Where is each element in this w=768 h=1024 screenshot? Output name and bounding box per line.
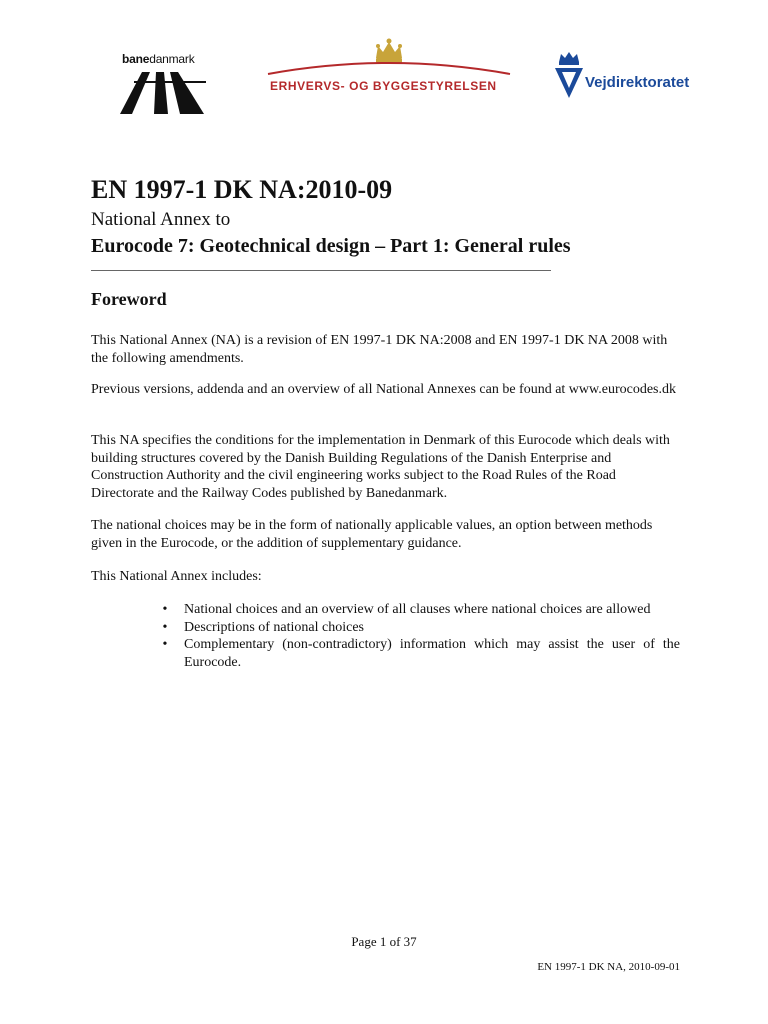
paragraph-revision: This National Annex (NA) is a revision of EN 1997-1 DK NA:2008 and EN 1997-1 DK NA 2008 with the following amendments. — [91, 333, 668, 366]
vejdirektoratet-logo — [553, 52, 723, 102]
ebst-logo — [258, 38, 520, 100]
list-item — [160, 601, 680, 619]
shield-crown-icon — [553, 52, 585, 100]
paragraph-previous-versions: Previous versions, addenda and an overview of all National Annexes can be found at www.eurocodes.dk — [91, 382, 676, 397]
crown-icon — [258, 38, 520, 78]
bullet-icon: • — [162, 637, 168, 652]
bullet-icon: • — [162, 602, 168, 617]
includes-list — [160, 601, 680, 671]
banedanmark-logo — [120, 52, 212, 114]
foreword-heading: Foreword — [91, 289, 167, 309]
paragraph-scope: This NA specifies the conditions for the implementation in Denmark of this Eurocode which deals with building structures covered by the Danish Building Regulations of the Danish Enterprise and Construction Authority and the civil engineering works subject to the Road Rules of the Road Directorate and the Railway Codes published by Banedanmark. — [91, 433, 670, 501]
bullet-icon: • — [162, 619, 168, 635]
footer-doc-reference: EN 1997-1 DK NA, 2010-09-01 — [537, 961, 680, 973]
railway-track-icon — [120, 68, 210, 114]
title-divider — [91, 270, 551, 271]
page-number: Page 1 of 37 — [351, 934, 417, 949]
list-item — [160, 619, 680, 637]
ebst-wordmark: ERHVERVS- OG BYGGESTYRELSEN — [270, 79, 497, 93]
paragraph-includes: This National Annex includes: — [91, 569, 262, 584]
paragraph-national-choices: The national choices may be in the form of nationally applicable values, an option between methods given in the Eurocode, or the addition of supplementary guidance. — [91, 518, 653, 551]
list-item-text: Descriptions of national choices — [184, 619, 365, 635]
annex-line: National Annex to — [91, 209, 231, 230]
list-item — [160, 636, 680, 671]
banedanmark-wordmark: banedanmark — [122, 52, 195, 66]
vejdirektoratet-wordmark: Vejdirektoratet — [585, 74, 690, 91]
list-item-text: National choices and an overview of all clauses where national choices are allowed — [184, 602, 651, 617]
list-item-text: Complementary (non-contradictory) information which may assist the user of the Eurocode. — [184, 637, 680, 670]
document-id: EN 1997-1 DK NA:2010-09 — [91, 175, 393, 204]
document-title: Eurocode 7: Geotechnical design – Part 1: General rules — [91, 235, 571, 257]
